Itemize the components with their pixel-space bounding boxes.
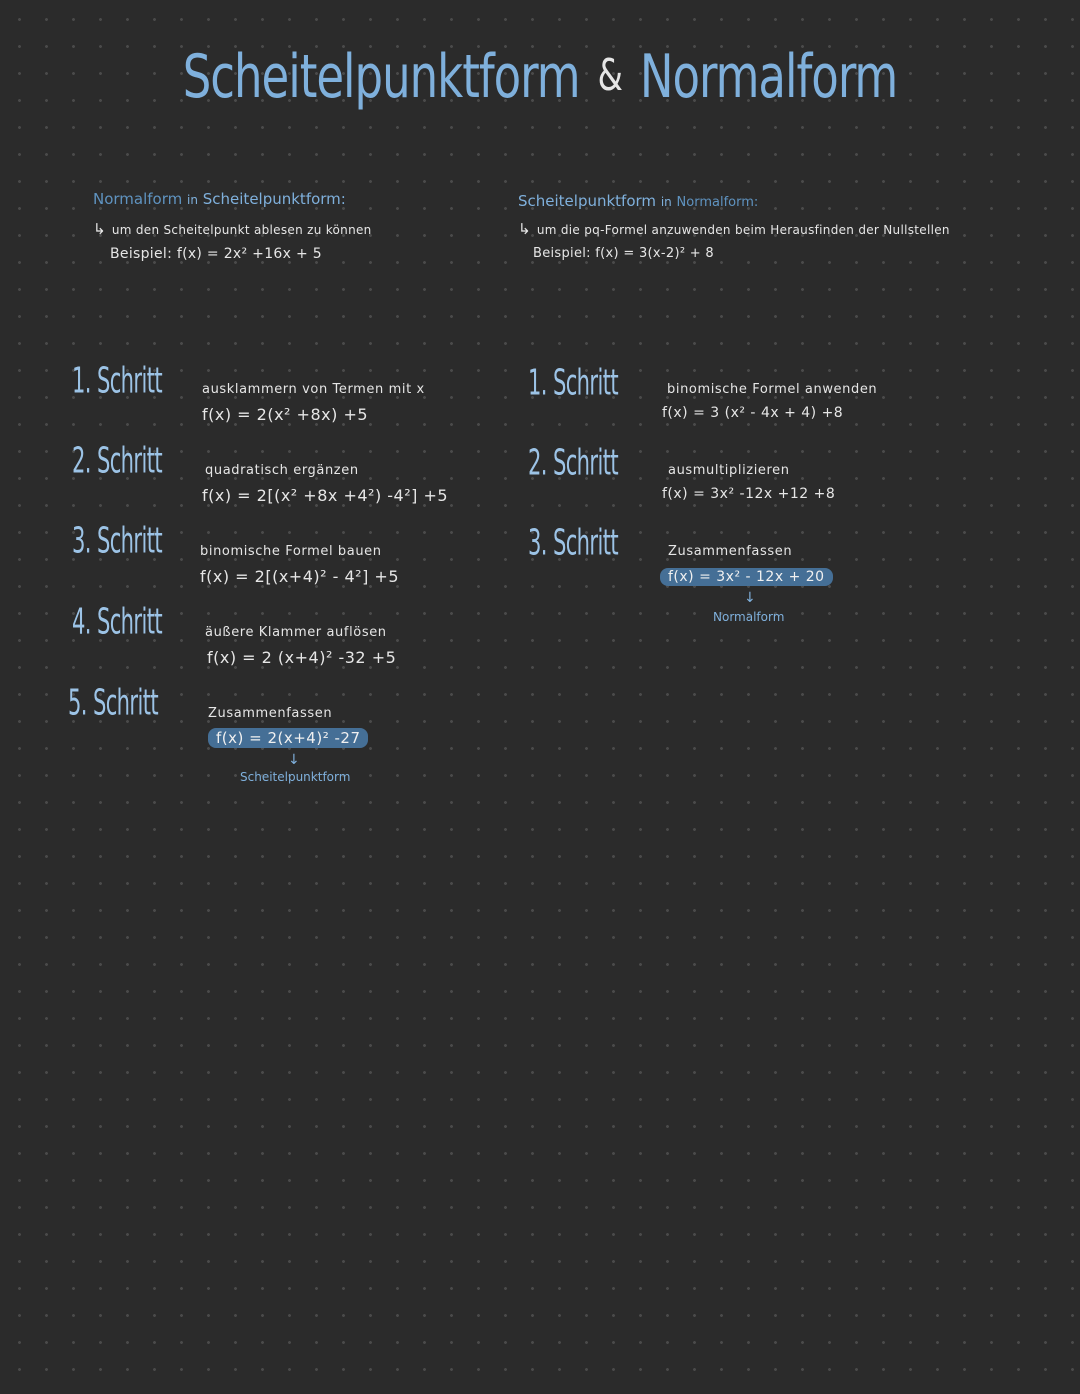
left-step-4-label: 4. Schritt (72, 601, 163, 643)
down-arrow-icon: ↓ (288, 752, 300, 768)
left-step-1-formula: f(x) = 2(x² +8x) +5 (202, 405, 369, 424)
right-heading-to: Normalform: (676, 195, 759, 210)
left-note-text: um den Scheitelpunkt ablesen zu können (111, 223, 372, 237)
left-section-heading (93, 190, 346, 208)
right-section-heading (518, 192, 758, 210)
left-purpose-note (93, 220, 372, 238)
right-heading-in: in (660, 195, 672, 209)
right-step-1-formula: f(x) = 3 (x² - 4x + 4) +8 (662, 405, 844, 421)
right-step-3-label: 3. Schritt (528, 522, 619, 564)
title-second: Normalform (639, 42, 898, 112)
left-step-2-formula: f(x) = 2[(x² +8x +4²) -4²] +5 (202, 486, 449, 505)
right-step-3-desc: Zusammenfassen (668, 544, 793, 559)
right-purpose-note (518, 220, 950, 238)
right-step-2-desc: ausmultiplizieren (668, 463, 790, 478)
left-step-5-label: 5. Schritt (68, 682, 159, 724)
right-step-1-label: 1. Schritt (528, 362, 619, 404)
left-step-4-desc: äußere Klammer auflösen (205, 625, 387, 640)
down-arrow-icon: ↓ (744, 590, 756, 606)
turn-arrow-icon: ↳ (518, 220, 531, 238)
left-step-2-desc: quadratisch ergänzen (205, 463, 359, 478)
right-result-formula: f(x) = 3x² - 12x + 20 (660, 568, 833, 586)
left-heading-in: in (187, 193, 198, 207)
left-step-5-desc: Zusammenfassen (208, 706, 333, 721)
left-step-4-formula: f(x) = 2 (x+4)² -32 +5 (207, 648, 397, 667)
right-step-2-label: 2. Schritt (528, 442, 619, 484)
page-title (0, 42, 1080, 112)
left-result-label: Scheitelpunktform (240, 770, 351, 784)
left-step-3-desc: binomische Formel bauen (200, 544, 382, 559)
right-heading-from: Scheitelpunktform (518, 192, 657, 210)
right-note-text: um die pq-Formel anzuwenden beim Herausfinden der Nullstellen (536, 223, 950, 237)
right-result-label: Normalform (713, 610, 785, 624)
left-step-1-desc: ausklammern von Termen mit x (202, 382, 425, 397)
right-example: Beispiel: f(x) = 3(x-2)² + 8 (533, 246, 714, 261)
left-result-formula: f(x) = 2(x+4)² -27 (208, 728, 368, 748)
turn-arrow-icon: ↳ (93, 220, 106, 238)
title-main: Scheitelpunktform (182, 42, 580, 112)
left-example: Beispiel: f(x) = 2x² +16x + 5 (110, 246, 322, 262)
left-step-1-label: 1. Schritt (72, 360, 163, 402)
right-step-2-formula: f(x) = 3x² -12x +12 +8 (662, 486, 836, 502)
left-heading-to: Scheitelpunktform: (202, 190, 346, 208)
left-step-2-label: 2. Schritt (72, 440, 163, 482)
left-heading-from: Normalform (93, 190, 183, 208)
right-step-1-desc: binomische Formel anwenden (667, 382, 878, 397)
title-ampersand: & (597, 51, 622, 101)
left-step-3-formula: f(x) = 2[(x+4)² - 4²] +5 (200, 567, 399, 586)
left-step-3-label: 3. Schritt (72, 520, 163, 562)
